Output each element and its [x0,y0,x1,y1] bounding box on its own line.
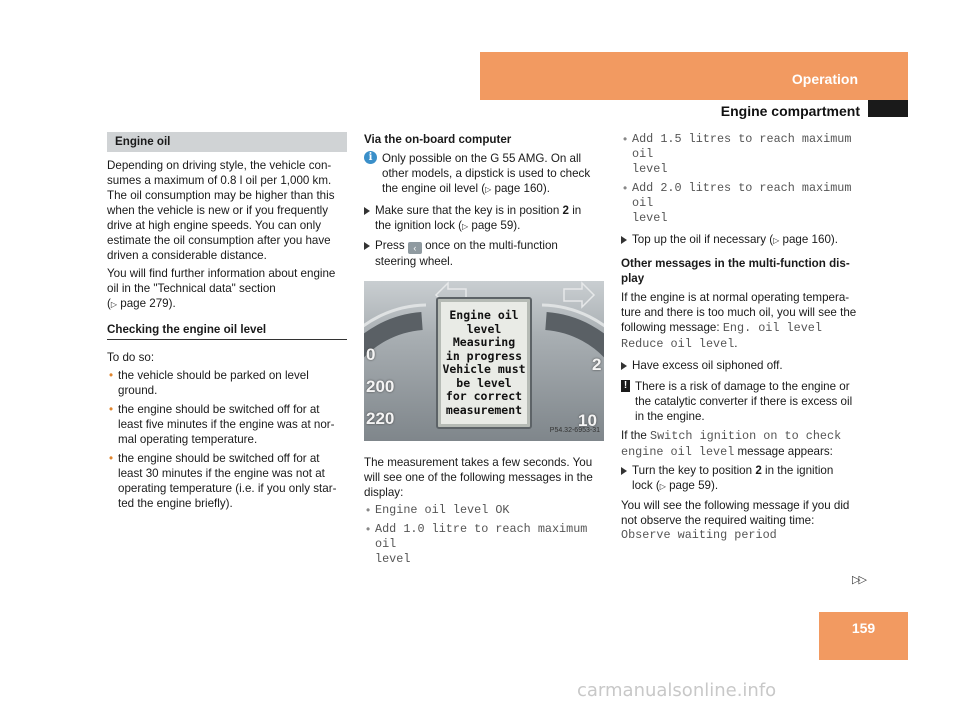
display-message-item: • Add 1.0 litre to reach maximum oil level [364,522,604,567]
display-message-item: • Add 1.5 litres to reach maximum oil level [621,132,861,177]
page-ref-arrow-icon: ▷ [462,222,469,231]
page-ref-arrow-icon: ▷ [659,482,666,491]
technical-data-paragraph [107,266,347,312]
speed-label: 220 [366,409,395,428]
steering-wheel-button-icon: ‹ [408,242,422,254]
consumption-paragraph [107,158,347,263]
checking-heading: Checking the engine oil level [107,322,347,340]
page-ref-arrow-icon: ▷ [110,300,118,309]
instruction-step: Make sure that the key is in position 2 in the ignition lock (▷ page 59). [364,203,604,234]
other-messages-heading: Other messages in the multi-function dis- play [621,257,850,285]
text-line: You will find further information about engine [107,267,336,280]
section-title: Engine compartment [720,103,860,119]
measurement-paragraph: The measurement takes a few seconds. You will see one of the following messages in the display: [364,456,593,499]
display-message-item: • Add 2.0 litres to reach maximum oil level [621,181,861,226]
info-icon: i [364,151,377,164]
rpm-label: 2 [592,355,602,374]
list-item: • the vehicle should be parked on level ground. [107,368,347,398]
section-marker [868,100,908,117]
page-reference-link[interactable]: the ignition lock (▷ page 59). [375,219,521,232]
text-line: when the vehicle is new or if you frequently [107,204,329,217]
column-3 [621,132,861,546]
rpm-label: 10 [578,411,597,430]
column-2 [364,132,604,571]
text-line: Depending on driving style, the vehicle con- [107,159,332,172]
column-1 [107,132,347,515]
text-line: driven a considerable distance. [107,249,267,262]
engine-oil-heading: Engine oil [107,132,347,152]
display-message: Engine oil level Measuring in progress Vehicle must be level for correct measurement [442,308,526,417]
instruction-step [621,232,861,248]
via-computer-heading: Via the on-board computer [364,133,512,146]
text-line: estimate the oil consumption after you have [107,234,331,247]
list-item: • the engine should be switched off for at least five minutes if the engine was at nor- mal operating temperature. [107,402,347,447]
speed-label: 200 [366,377,395,396]
page-ref-arrow-icon: ▷ [485,185,492,194]
todo-label: To do so: [107,351,155,364]
text-line: oil in the "Technical data" section [107,282,276,295]
page-reference-link[interactable]: (▷ page 279). [107,297,176,310]
page-reference-link[interactable]: the engine oil level (▷ page 160). [382,182,550,195]
photo-reference: P54.32-6953-31 [549,427,600,434]
chapter-tab-label: Operation [791,71,858,87]
warning-note: ! There is a risk of damage to the engine or the catalytic converter if there is excess oil in the engine. [621,379,861,424]
text-line: drive at high engine speeds. You can only [107,219,322,232]
info-note: i Only possible on the G 55 AMG. On all other models, a dipstick is used to check the engine oil level (▷ page 160). [364,151,604,197]
instrument-cluster-photo [364,281,604,441]
page-number-tab [819,612,908,660]
list-item: • the engine should be switched off for at least 30 minutes if the engine was not at operating temperature (i.e. if you only star- ted the engine briefly). [107,451,347,511]
continued-arrow-icon: ▷▷ [852,574,865,586]
display-message-item: • Engine oil level OK [364,503,604,518]
chapter-tab [480,52,908,100]
speed-label: 0 [366,345,376,364]
warning-icon: ! [621,380,630,392]
page-reference-link[interactable]: Top up the oil if necessary (▷ page 160). [632,233,838,246]
multi-function-display [436,297,532,429]
instruction-step: Press ‹ once on the multi-function steering wheel. [364,238,604,269]
page-ref-arrow-icon: ▷ [773,236,780,245]
text-line: The oil consumption may be higher than this [107,189,335,202]
watermark: carmanualsonline.info [577,680,777,701]
instruction-step: Turn the key to position 2 in the ignition lock (▷ page 59). [621,463,861,494]
page-number: 159 [851,620,876,636]
waiting-paragraph: You will see the following message if you did not observe the required waiting time: Observe waiting period [621,499,850,542]
text-line: sumes a maximum of 0.8 l oil per 1,000 km. [107,174,332,187]
page-reference-link[interactable]: lock (▷ page 59). [632,479,719,492]
too-much-oil-paragraph: If the engine is at normal operating tempera- ture and there is too much oil, you will see the following message: Eng. oil level Reduce oil level. [621,291,857,351]
switch-ignition-paragraph: If the Switch ignition on to check engine oil level message appears: [621,429,842,459]
instruction-step: Have excess oil siphoned off. [621,358,861,373]
